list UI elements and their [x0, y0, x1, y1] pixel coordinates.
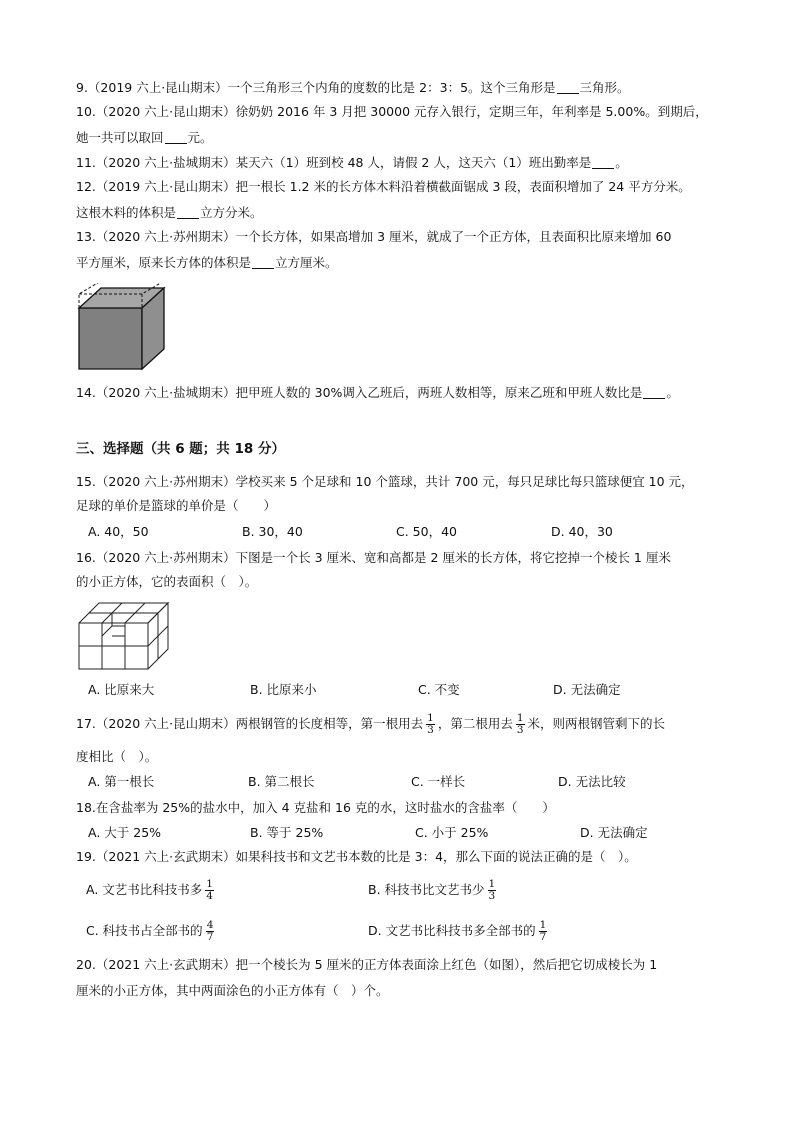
fraction — [539, 920, 548, 943]
q18-option-c[interactable]: C. 小于 25% — [415, 825, 489, 840]
q11-text: 11.（2020 六上·盐城期末）某天六（1）班到校 48 人，请假 2 人，这天六（1）班出勤率是 — [76, 155, 592, 170]
fraction — [516, 713, 525, 736]
fraction-denominator: 3 — [516, 724, 524, 736]
question-17-line1 — [76, 710, 665, 738]
q10-text2: 她一共可以取回 — [76, 130, 164, 145]
question-15-line1 — [76, 476, 694, 489]
q17-option-d[interactable]: D. 无法比较 — [558, 774, 626, 789]
q16-option-c[interactable]: C. 不变 — [418, 682, 460, 697]
question-14 — [76, 386, 679, 400]
fraction — [206, 920, 215, 943]
q15-option-c[interactable]: C. 50，40 — [396, 524, 457, 539]
question-12-line2 — [76, 206, 263, 220]
answer-blank[interactable] — [165, 131, 187, 144]
fraction-denominator: 3 — [427, 724, 434, 736]
fraction — [488, 879, 497, 902]
fraction — [205, 879, 214, 902]
fraction-numerator: 1 — [488, 878, 496, 890]
q17-text2: 度相比（ ）。 — [76, 749, 158, 764]
q12-text2: 这根木料的体积是 — [76, 205, 177, 220]
question-12-line1 — [76, 181, 691, 194]
q9-tail: 三角形。 — [579, 80, 630, 95]
q18-text: 18.在含盐率为 25%的盐水中，加入 4 克盐和 16 克的水，这时盐水的含盐率（ ） — [76, 800, 555, 815]
fraction-denominator: 7 — [539, 931, 547, 943]
q19-text: 19.（2021 六上·玄武期末）如果科技书和文艺书本数的比是 3：4，那么下面的说法正确的是（ ）。 — [76, 849, 637, 864]
question-18 — [76, 802, 555, 815]
q15-option-d[interactable]: D. 40，30 — [551, 524, 613, 539]
question-20-line2 — [76, 985, 389, 998]
fraction-denominator: 7 — [206, 931, 214, 943]
question-16-line1 — [76, 552, 671, 565]
fraction — [426, 713, 435, 736]
q9-text: 9.（2019 六上·昆山期末）一个三角形三个内角的度数的比是 2：3：5。这个三角形是 — [76, 80, 556, 95]
fraction-numerator: 1 — [539, 919, 547, 931]
answer-blank[interactable] — [252, 256, 274, 269]
fraction-numerator: 1 — [206, 878, 213, 890]
fraction-numerator: 1 — [427, 712, 434, 724]
q18-option-b[interactable]: B. 等于 25% — [250, 825, 324, 840]
fraction-numerator: 1 — [516, 712, 524, 724]
q17-option-a[interactable]: A. 第一根长 — [88, 774, 155, 789]
question-9 — [76, 81, 630, 95]
q17-option-c[interactable]: C. 一样长 — [411, 774, 466, 789]
q19-option-b[interactable] — [368, 876, 499, 904]
q18-option-d[interactable]: D. 无法确定 — [580, 825, 648, 840]
q12-text: 12.（2019 六上·昆山期末）把一根长 1.2 米的长方体木料沿着横截面锯成 3 段，表面积增加了 24 平方分米。 — [76, 179, 691, 194]
q17-text-mid: ，第二根用去 — [437, 716, 513, 731]
fraction-denominator: 3 — [488, 890, 496, 902]
q20-text2: 厘米的小正方体，其中两面涂色的小正方体有（ ）个。 — [76, 983, 389, 998]
q19-option-c[interactable] — [86, 917, 217, 945]
option-text: A. 文艺书比科技书多 — [86, 882, 203, 897]
q17-option-b[interactable]: B. 第二根长 — [248, 774, 315, 789]
q12-tail: 立方分米。 — [200, 205, 263, 220]
q14-text: 14.（2020 六上·盐城期末）把甲班人数的 30%调入乙班后，两班人数相等，原来乙班和甲班人数比是 — [76, 385, 643, 400]
question-16-line2 — [76, 576, 257, 589]
fraction-denominator: 4 — [206, 890, 213, 902]
q16-text2: 的小正方体，它的表面积（ ）。 — [76, 574, 258, 589]
question-13-line2 — [76, 256, 338, 270]
option-text: B. 科技书比文艺书少 — [368, 882, 485, 897]
answer-blank[interactable] — [592, 156, 614, 169]
q18-option-a[interactable]: A. 大于 25% — [88, 825, 162, 840]
q16-option-b[interactable]: B. 比原来小 — [250, 682, 317, 697]
answer-blank[interactable] — [557, 81, 579, 94]
q15-text2: 足球的单价是篮球的单价是（ ） — [76, 498, 277, 513]
answer-blank[interactable] — [643, 386, 665, 399]
q15-text: 15.（2020 六上·苏州期末）学校买来 5 个足球和 10 个篮球，共计 700 元，每只足球比每只篮球便宜 10 元， — [76, 474, 694, 489]
q19-option-a[interactable] — [86, 876, 217, 904]
q13-text2: 平方厘米，原来长方体的体积是 — [76, 255, 252, 270]
question-11 — [76, 156, 628, 170]
q13-text: 13.（2020 六上·苏州期末）一个长方体，如果高增加 3 厘米，就成了一个正方体，且表面积比原来增加 60 — [76, 229, 672, 244]
question-10-line1 — [76, 106, 708, 119]
q16-text: 16.（2020 六上·苏州期末）下图是一个长 3 厘米、宽和高都是 2 厘米的长方体，将它挖掉一个棱长 1 厘米 — [76, 550, 671, 565]
q17-text: 17.（2020 六上·昆山期末）两根钢管的长度相等，第一根用去 — [76, 716, 424, 731]
answer-blank[interactable] — [177, 206, 199, 219]
unit-cube-cuboid-figure — [77, 601, 171, 671]
q19-option-d[interactable] — [368, 917, 550, 945]
q14-tail: 。 — [666, 385, 679, 400]
q13-tail: 立方厘米。 — [275, 255, 338, 270]
fraction-numerator: 4 — [206, 919, 214, 931]
question-13-line1 — [76, 231, 671, 244]
q10-tail: 元。 — [187, 130, 213, 145]
q10-text: 10.（2020 六上·昆山期末）徐奶奶 2016 年 3 月把 30000 元存入银行，定期三年，年利率是 5.00%。到期后， — [76, 104, 708, 119]
cuboid-figure — [76, 283, 170, 373]
option-text: D. 文艺书比科技书多全部书的 — [368, 923, 536, 938]
q20-text: 20.（2021 六上·玄武期末）把一个棱长为 5 厘米的正方体表面涂上红色（如图），然后把它切成棱长为 1 — [76, 957, 658, 972]
question-15-line2 — [76, 500, 276, 513]
q11-tail: 。 — [615, 155, 628, 170]
q16-option-a[interactable]: A. 比原来大 — [88, 682, 155, 697]
question-17-line2 — [76, 751, 157, 764]
section-title: 三、选择题（共 6 题；共 18 分） — [76, 441, 285, 457]
q15-option-b[interactable]: B. 30，40 — [242, 524, 303, 539]
question-10-line2 — [76, 131, 213, 145]
question-19 — [76, 851, 637, 864]
q17-text-end: 米，则两根钢管剩下的长 — [527, 716, 666, 731]
q16-option-d[interactable]: D. 无法确定 — [553, 682, 621, 697]
question-20-line1 — [76, 959, 657, 972]
q15-option-a[interactable]: A. 40，50 — [88, 524, 149, 539]
option-text: C. 科技书占全部书的 — [86, 923, 203, 938]
